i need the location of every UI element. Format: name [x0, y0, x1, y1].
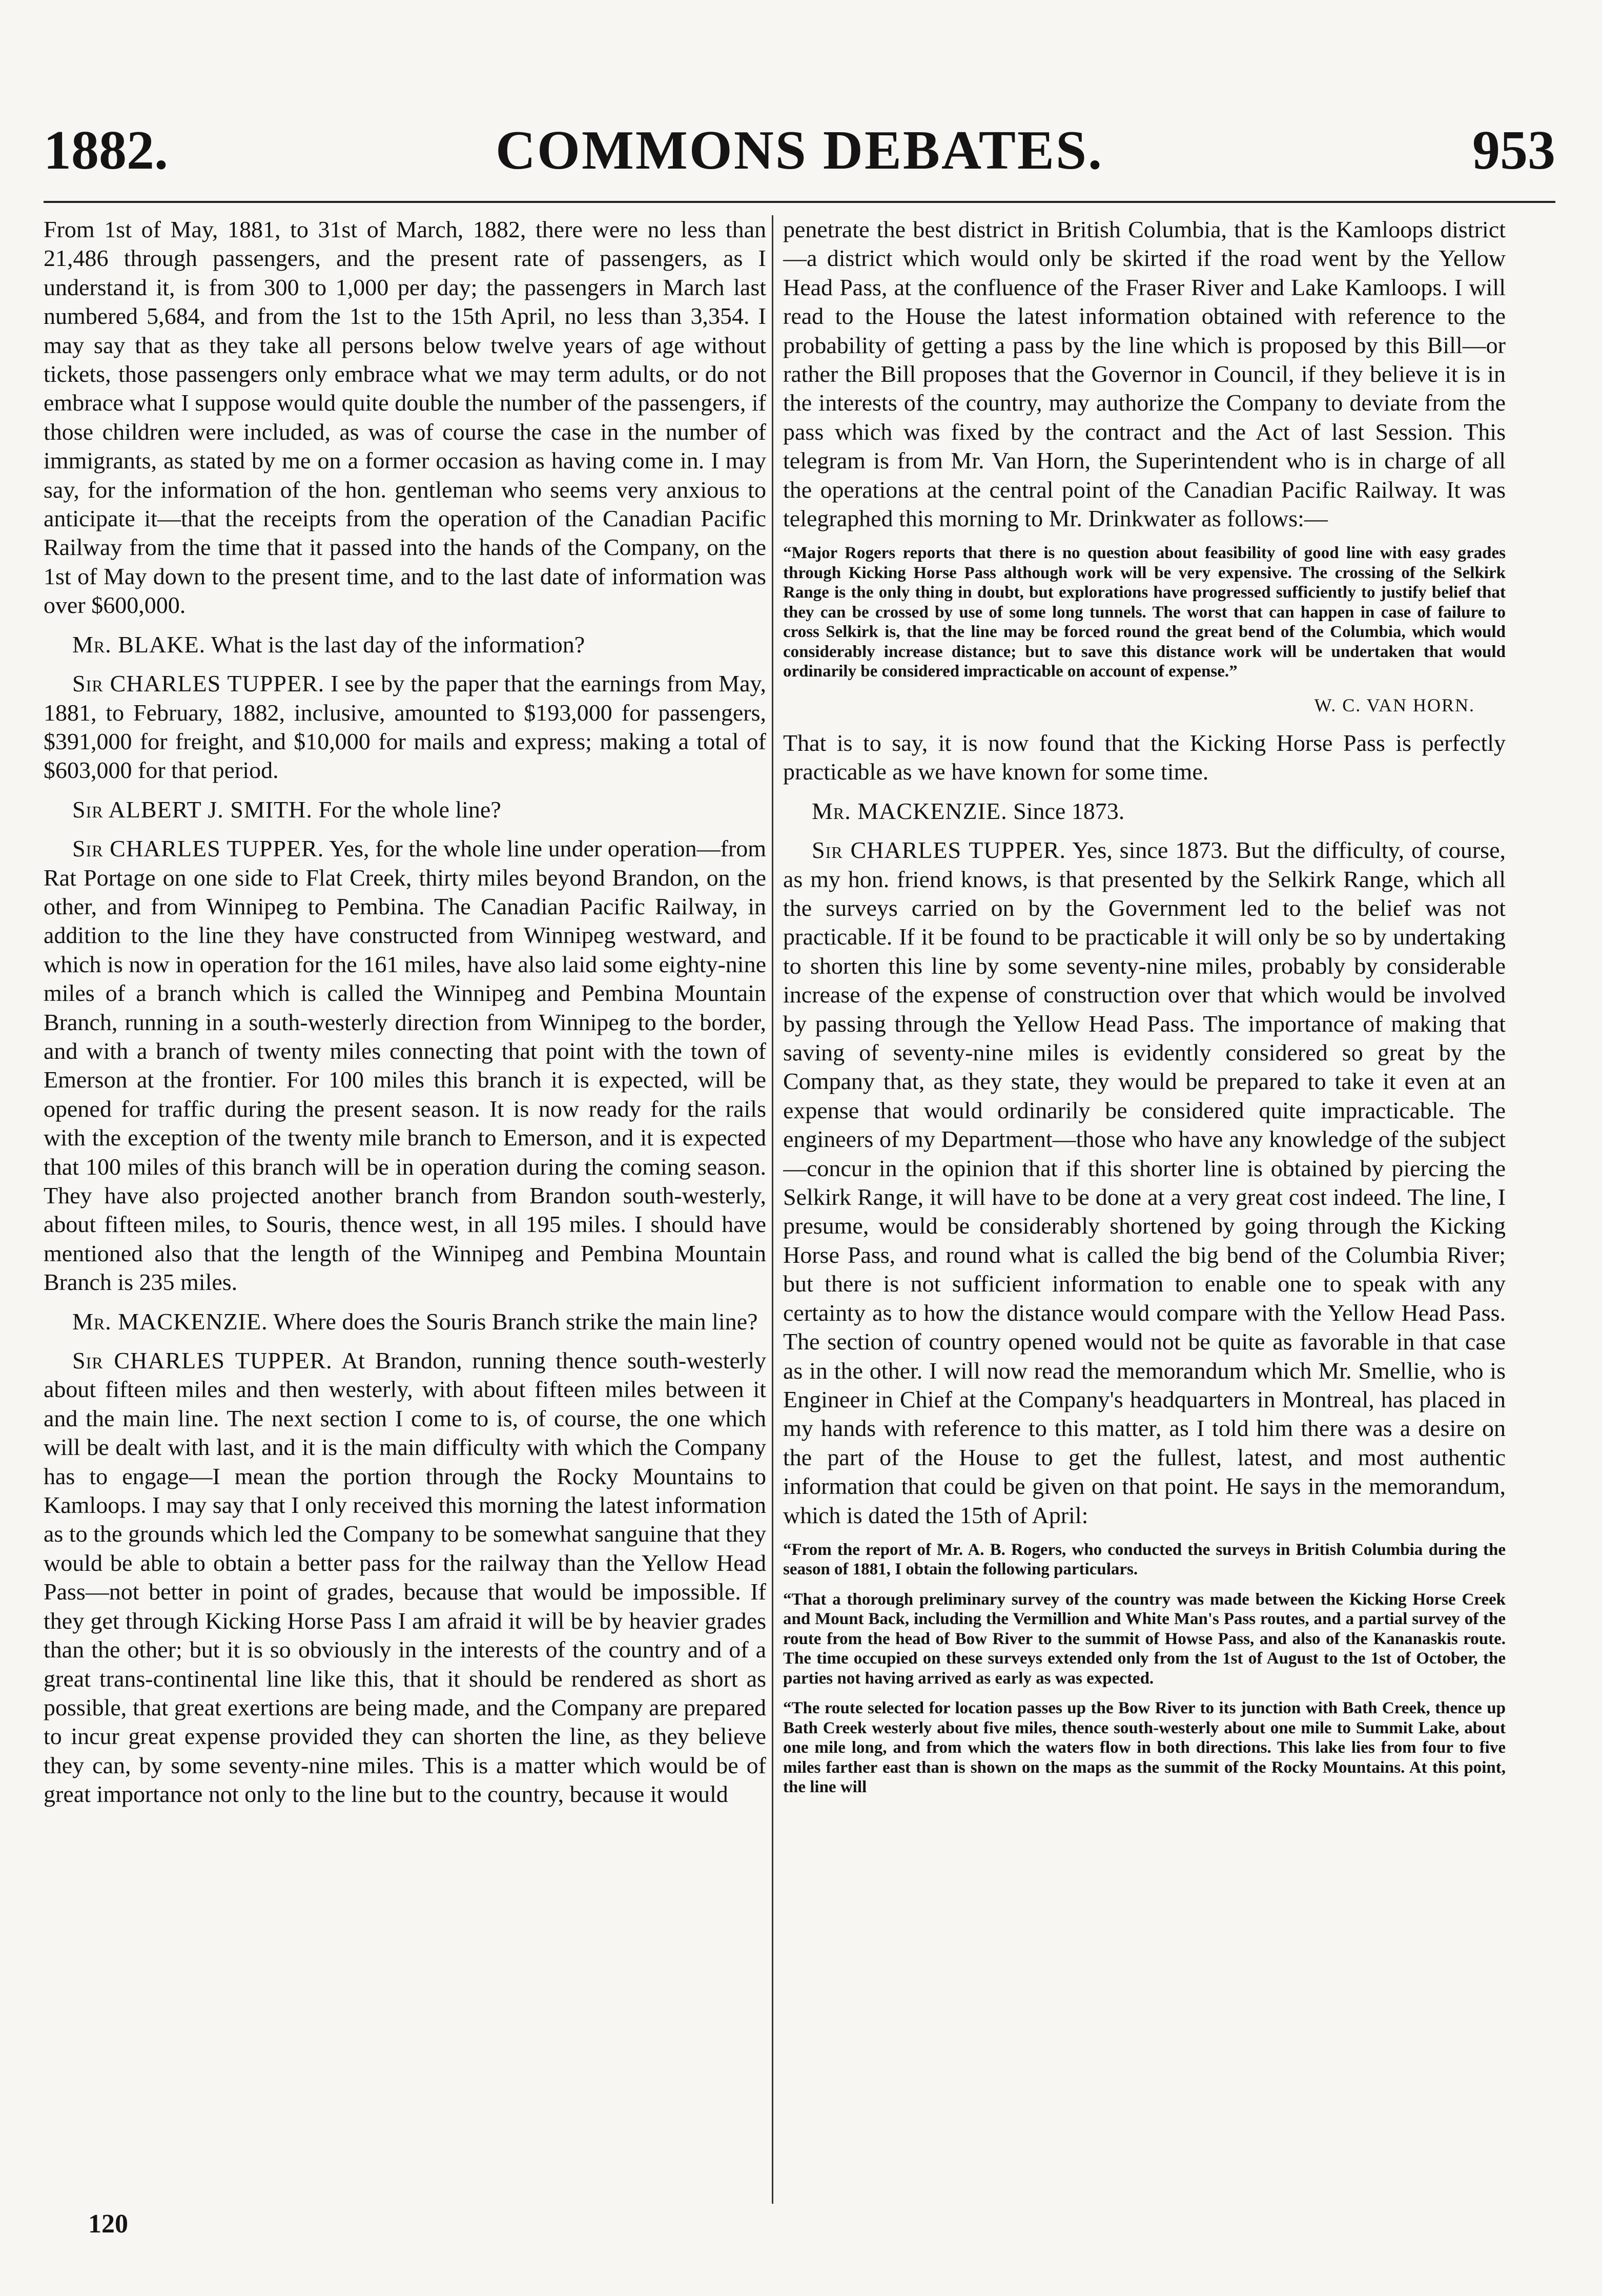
header-year: 1882. — [44, 120, 168, 181]
paragraph: That is to say, it is now found that the Kicking Horse Pass is perfectly practicable as we have known for some time. — [783, 729, 1506, 785]
speaker-name: Mr. MACKENZIE. — [812, 797, 1008, 824]
left-column — [44, 215, 766, 2214]
speech-paragraph — [783, 797, 1506, 826]
speaker-name: Mr. BLAKE. — [72, 631, 206, 658]
paragraph: penetrate the best district in British Columbia, that is the Kamloops district—a district which would only be skirted if the road went by the Yellow Head Pass, at the confluence of the Fraser River and Lake Kamloops. I will read to the House the latest information obtained with reference to the probability of getting a pass by the line which is proposed by this Bill—or rather the Bill proposes that the Governor in Council, if they believe it is in the interests of the country, may authorize the Company to deviate from the pass which was fixed by the contract and the Act of last Session. This telegram is from Mr. Van Horn, the Superintendent who is in charge of all the operations at the central point of the Canadian Pacific Railway. It was telegraphed this morning to Mr. Drinkwater as follows:— — [783, 216, 1506, 532]
memorandum-quote: “From the report of Mr. A. B. Rogers, who conducted the surveys in British Columbia during the season of 1881, I obtain the following particulars. — [783, 1540, 1506, 1579]
speech-text: Yes, since 1873. But the difficulty, of course, as my hon. friend knows, is that presented by the Selkirk Range, which all the surveys carried on by the Government led to the belief was not practicable. If it be found to be practicable it will only be so by undertaking to shorten this line by some seventy-nine miles, probably by considerable increase of the expense of construction over that which would be involved by passing through the Yellow Head Pass. The importance of making that saving of seventy-nine miles is evidently considered so great by the Company that, as they state, they would be prepared to take it even at an expense that would ordinarily be considered quite impracticable. The engineers of my Department—those who have any knowledge of the subject—concur in the opinion that if this shorter line is obtained by piercing the Selkirk Range, it will have to be done at a very great cost indeed. The line, I presume, would be considerably shortened by going through the Kicking Horse Pass, and round what is called the big bend of the Columbia River; but there is not sufficient information to enable one to speak with any certainty as to how the distance would compare with the Yellow Head Pass. The section of country opened would not be quite as favorable in that case as in the other. I will now read the memorandum which Mr. Smellie, who is Engineer in Chief at the Company's headquarters in Montreal, has placed in my hands with reference to this matter, as I told him there was a desire on the part of the House to get the fullest, latest, and most authentic information that could be given on that point. He says in the memorandum, which is dated the 15th of April: — [783, 837, 1506, 1528]
speech-paragraph — [44, 630, 766, 659]
signature-mark: 120 — [88, 2209, 128, 2239]
speech-text: Yes, for the whole line under operation—from Rat Portage on one side to Flat Creek, thirty miles beyond Brandon, on the other, and from Winnipeg to Pembina. The Canadian Pacific Railway, in addition to the line they have constructed from Winnipeg westward, and which is now in operation for the 161 miles, have also laid some eighty-nine miles of a branch which is called the Winnipeg and Pembina Mountain Branch, running in a south-westerly direction from Winnipeg to the border, and with a branch of twenty miles connecting that point with the town of Emerson at the frontier. For 100 miles this branch it is expected, will be opened for traffic during the present season. It is now ready for the rails with the exception of the twenty mile branch to Emerson, and it is expected that 100 miles of this branch will be in operation during the coming season. They have also projected another branch from Brandon south-westerly, about fifteen miles, to Souris, thence west, in all 195 miles. I should have mentioned also that the length of the Winnipeg and Pembina Mountain Branch is 235 miles. — [44, 835, 766, 1296]
speech-text: I see by the paper that the earnings from May, 1881, to February, 1882, inclusive, amounted to $193,000 for passengers, $391,000 for freight, and $10,000 for mails and express; making a total of $603,000 for that period. — [44, 670, 766, 784]
memorandum-quote: “That a thorough preliminary survey of the country was made between the Kicking Horse Creek and Mount Back, including the Vermillion and White Man's Pass routes, and a partial survey of the route from the head of Bow River to the summit of Howse Pass, and also of the Kananaskis route. The time occupied on these surveys extended only from the 1st of August to the 1st of October, the parties not having arrived as early as was expected. — [783, 1590, 1506, 1688]
memorandum-quote: “The route selected for location passes up the Bow River to its junction with Bath Creek, thence up Bath Creek westerly about five miles, thence south-westerly about one mile to Summit Lake, about one mile long, and from which the waters flow in both directions. This lake lies from four to five miles farther east than is shown on the maps as the summit of the Rocky Mountains. At this point, the line will — [783, 1699, 1506, 1797]
right-column — [783, 215, 1506, 2214]
header-rule — [44, 201, 1555, 203]
speaker-name: Sir ALBERT J. SMITH. — [72, 796, 313, 823]
speech-text: Since 1873. — [1013, 797, 1125, 824]
telegram-quote: “Major Rogers reports that there is no question about feasibility of good line with easy grades through Kicking Horse Pass although work will be very expensive. The crossing of the Selkirk Range is the only thing in doubt, but explorations have progressed sufficiently to justify belief that they can be crossed by use of some long tunnels. The worst that can happen in case of failure to cross Selkirk is, that the line may be forced round the great bend of the Columbia, which would considerably increase distance; but to save this distance work will be undertaken that would ordinarily be considered impracticable on account of expense.” — [783, 544, 1506, 681]
page-header — [44, 120, 1555, 200]
header-title: COMMONS DEBATES. — [495, 120, 1104, 181]
speech-text: At Brandon, running thence south-westerly about fifteen miles and then westerly, with about fifteen miles between it and the main line. The next section I come to is, of course, the one which will be dealt with last, and it is the main difficulty with which the Company has to engage—I mean the portion through the Rocky Mountains to Kamloops. I may say that I only received this morning the latest information as to the grounds which led the Company to be somewhat sanguine that they would be able to obtain a better pass for the railway than the Yellow Head Pass—not better in point of grades, because that would be impossible. If they get through Kicking Horse Pass I am afraid it will be by heavier grades than the other; but it is so obviously in the interests of the country and of a great trans-continental line like this, that it should be rendered as short as possible, that great exertions are being made, and the Company are prepared to incur great expense provided they can shorten the line, as they believe they can, by some seventy-nine miles. This is a matter which would be of great importance not only to the line but to the country, because it would — [44, 1347, 766, 1808]
speaker-name: Sir CHARLES TUPPER. — [72, 670, 325, 697]
speech-text: For the whole line? — [318, 796, 501, 823]
speaker-name: Sir CHARLES TUPPER. — [812, 837, 1066, 864]
speech-paragraph — [44, 1307, 766, 1336]
speaker-name: Sir CHARLES TUPPER. — [72, 1347, 333, 1374]
speaker-name: Mr. MACKENZIE. — [72, 1308, 268, 1335]
speech-paragraph — [44, 1346, 766, 1809]
speech-paragraph — [44, 834, 766, 1297]
speaker-name: Sir CHARLES TUPPER. — [72, 835, 324, 862]
speech-text: What is the last day of the information? — [211, 631, 585, 658]
speech-paragraph — [44, 669, 766, 785]
column-divider — [772, 215, 773, 2204]
header-page-number: 953 — [1472, 120, 1555, 181]
telegram-signature: W. C. VAN HORN. — [1314, 694, 1475, 715]
speech-text: Where does the Souris Branch strike the main line? — [273, 1308, 758, 1335]
paragraph: From 1st of May, 1881, to 31st of March, 1882, there were no less than 21,486 through passengers, and the present rate of passengers, as I understand it, is from 300 to 1,000 per day; the passengers in March last numbered 5,684, and from the 1st to the 15th April, no less than 3,354. I may say that as they take all persons below twelve years of age without tickets, those passengers only embrace what we may term adults, or do not embrace what I suppose would quite double the number of the passengers, if those children were included, as was of course the case in the number of immigrants, as stated by me on a former occasion as having come in. I may say, for the information of the hon. gentleman who seems very anxious to anticipate it—that the receipts from the operation of the Canadian Pacific Railway from the time that it passed into the hands of the Company, on the 1st of May down to the present time, and to the last date of information was over $600,000. — [44, 216, 766, 619]
speech-paragraph — [783, 836, 1506, 1530]
speech-paragraph — [44, 795, 766, 824]
